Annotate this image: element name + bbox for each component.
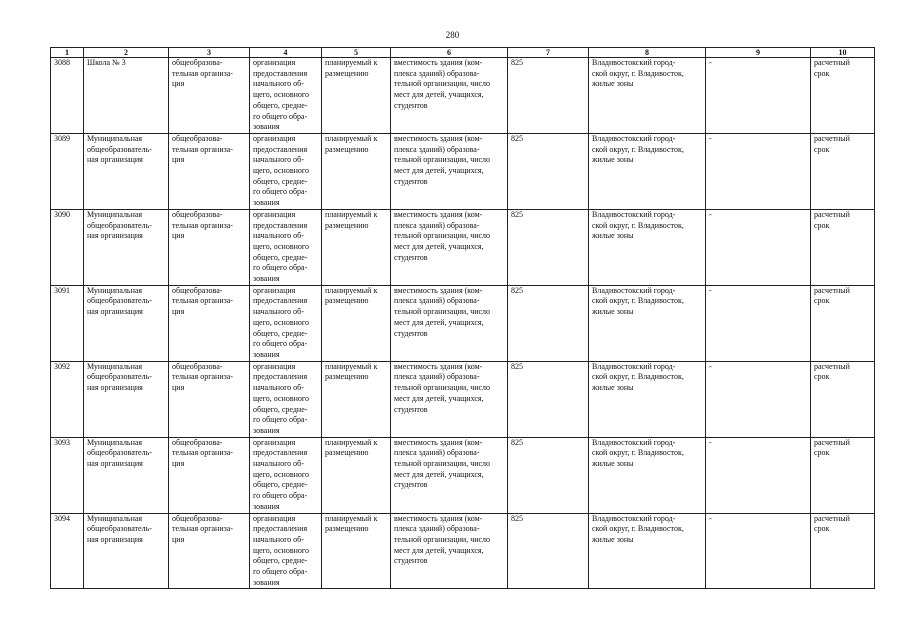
cell-line: щего, основного	[253, 393, 309, 403]
capacity-description-cell	[391, 58, 508, 134]
cell-line: щего, основного	[253, 90, 309, 100]
page-number: 280	[445, 30, 460, 40]
cell-line: мест для детей, учащихся,	[394, 545, 484, 555]
column-header: 7	[508, 48, 589, 58]
column-header: 4	[250, 48, 322, 58]
cell-line: расчетный	[814, 285, 850, 295]
cell-line: жилые зоны	[592, 231, 634, 241]
cell-line: планируемый к	[325, 513, 378, 523]
purpose-cell	[250, 437, 322, 513]
cell-line: тельная организа-	[172, 68, 233, 78]
cell-line: общеобразователь-	[87, 448, 152, 458]
status-cell	[322, 437, 391, 513]
cell-line: плекса зданий) образова-	[394, 220, 480, 230]
cell-line: тельная организа-	[172, 220, 233, 230]
capacity-cell	[508, 133, 589, 209]
cell-line: тельная организа-	[172, 372, 233, 382]
name-cell	[84, 209, 169, 285]
cell-line: Муниципальная	[87, 133, 143, 143]
name-cell	[84, 361, 169, 437]
cell-line: Муниципальная	[87, 209, 143, 219]
purpose-cell	[250, 209, 322, 285]
cell-line: ция	[172, 459, 185, 469]
cell-line: начального об-	[253, 79, 304, 89]
row-number-cell: 3089	[51, 133, 84, 209]
cell-line: щего, основного	[253, 241, 309, 251]
type-cell	[169, 58, 250, 134]
cell-line: мест для детей, учащихся,	[394, 317, 484, 327]
location-cell	[589, 437, 706, 513]
cell-line: размещению	[325, 68, 369, 78]
type-cell	[169, 133, 250, 209]
status-cell	[322, 58, 391, 134]
column-9-cell	[706, 133, 811, 209]
cell-line: общего, средне-	[253, 404, 308, 414]
cell-line: ция	[172, 79, 185, 89]
cell-line: ской округ, г. Владивосток,	[592, 372, 684, 382]
cell-line: общего, средне-	[253, 176, 308, 186]
cell-line: жилые зоны	[592, 459, 634, 469]
cell-line: общеобразователь-	[87, 372, 152, 382]
cell-line: общеобразователь-	[87, 144, 152, 154]
cell-line: го общего обра-	[253, 111, 308, 121]
cell-line: расчетный	[814, 209, 850, 219]
type-cell	[169, 285, 250, 361]
cell-line: Владивостокский город-	[592, 437, 676, 447]
column-header: 2	[84, 48, 169, 58]
cell-line: тельной организации, число	[394, 79, 491, 89]
cell-line: -	[709, 58, 712, 67]
row-number-cell: 3094	[51, 513, 84, 589]
cell-line: -	[709, 285, 712, 295]
cell-line: общеобразователь-	[87, 296, 152, 306]
cell-line: ской округ, г. Владивосток,	[592, 296, 684, 306]
cell-line: тельной организации, число	[394, 155, 491, 165]
cell-line: плекса зданий) образова-	[394, 68, 480, 78]
name-cell	[84, 285, 169, 361]
cell-line: ской округ, г. Владивосток,	[592, 448, 684, 458]
location-cell	[589, 513, 706, 589]
cell-line: мест для детей, учащихся,	[394, 166, 484, 176]
cell-line: Владивостокский город-	[592, 285, 676, 295]
cell-line: щего, основного	[253, 545, 309, 555]
cell-line: общеобразова-	[172, 285, 223, 295]
cell-line: студентов	[394, 480, 428, 490]
location-cell	[589, 285, 706, 361]
cell-line: тельной организации, число	[394, 307, 491, 317]
cell-line: начального об-	[253, 459, 304, 469]
purpose-cell	[250, 361, 322, 437]
cell-line: зования	[253, 425, 280, 435]
cell-line: ция	[172, 231, 185, 241]
cell-line: Муниципальная	[87, 285, 143, 295]
location-cell	[589, 209, 706, 285]
cell-line: плекса зданий) образова-	[394, 144, 480, 154]
cell-line: Владивостокский город-	[592, 133, 676, 143]
cell-line: го общего обра-	[253, 491, 308, 501]
cell-line: расчетный	[814, 437, 850, 447]
type-cell	[169, 513, 250, 589]
term-cell	[811, 58, 875, 134]
term-cell	[811, 133, 875, 209]
name-cell	[84, 437, 169, 513]
cell-line: организация	[253, 133, 296, 143]
cell-line: 825	[511, 58, 523, 67]
term-cell	[811, 285, 875, 361]
cell-line: начального об-	[253, 307, 304, 317]
cell-line: ской округ, г. Владивосток,	[592, 524, 684, 534]
cell-line: общеобразова-	[172, 361, 223, 371]
column-header: 5	[322, 48, 391, 58]
cell-line: планируемый к	[325, 209, 378, 219]
name-cell	[84, 513, 169, 589]
cell-line: предоставления	[253, 372, 308, 382]
cell-line: 825	[511, 513, 523, 523]
location-cell	[589, 361, 706, 437]
cell-line: планируемый к	[325, 58, 378, 67]
cell-line: срок	[814, 68, 830, 78]
row-number-cell: 3093	[51, 437, 84, 513]
cell-line: общеобразователь-	[87, 524, 152, 534]
cell-line: предоставления	[253, 448, 308, 458]
cell-line: студентов	[394, 176, 428, 186]
purpose-cell	[250, 285, 322, 361]
cell-line: зования	[253, 122, 280, 132]
location-cell	[589, 58, 706, 134]
term-cell	[811, 437, 875, 513]
cell-line: Владивостокский город-	[592, 361, 676, 371]
cell-line: щего, основного	[253, 166, 309, 176]
cell-line: студентов	[394, 328, 428, 338]
cell-line: ской округ, г. Владивосток,	[592, 220, 684, 230]
cell-line: вместимость здания (ком-	[394, 513, 483, 523]
status-cell	[322, 361, 391, 437]
cell-line: 825	[511, 361, 523, 371]
cell-line: тельной организации, число	[394, 459, 491, 469]
cell-line: начального об-	[253, 383, 304, 393]
cell-line: расчетный	[814, 513, 850, 523]
cell-line: планируемый к	[325, 437, 378, 447]
cell-line: организация	[253, 58, 296, 67]
table-row	[51, 437, 875, 513]
cell-line: тельной организации, число	[394, 231, 491, 241]
column-9-cell	[706, 209, 811, 285]
cell-line: ской округ, г. Владивосток,	[592, 144, 684, 154]
type-cell	[169, 361, 250, 437]
cell-line: 825	[511, 285, 523, 295]
cell-line: общего, средне-	[253, 480, 308, 490]
type-cell	[169, 209, 250, 285]
capacity-cell	[508, 437, 589, 513]
cell-line: Школа № 3	[87, 58, 126, 67]
cell-line: расчетный	[814, 58, 850, 67]
cell-line: Владивостокский город-	[592, 513, 676, 523]
cell-line: 825	[511, 133, 523, 143]
cell-line: планируемый к	[325, 361, 378, 371]
cell-line: тельной организации, число	[394, 383, 491, 393]
cell-line: начального об-	[253, 534, 304, 544]
cell-line: вместимость здания (ком-	[394, 133, 483, 143]
cell-line: размещению	[325, 220, 369, 230]
cell-line: вместимость здания (ком-	[394, 58, 483, 67]
column-9-cell	[706, 437, 811, 513]
cell-line: жилые зоны	[592, 383, 634, 393]
cell-line: общеобразова-	[172, 513, 223, 523]
row-number-cell: 3091	[51, 285, 84, 361]
cell-line: срок	[814, 524, 830, 534]
cell-line: зования	[253, 274, 280, 284]
cell-line: мест для детей, учащихся,	[394, 469, 484, 479]
cell-line: срок	[814, 372, 830, 382]
cell-line: зования	[253, 349, 280, 359]
table-row	[51, 361, 875, 437]
cell-line: общего, средне-	[253, 556, 308, 566]
cell-line: общеобразова-	[172, 437, 223, 447]
cell-line: общеобразова-	[172, 133, 223, 143]
name-cell	[84, 58, 169, 134]
cell-line: Муниципальная	[87, 361, 143, 371]
capacity-description-cell	[391, 437, 508, 513]
cell-line: Владивостокский город-	[592, 58, 676, 67]
cell-line: размещению	[325, 144, 369, 154]
cell-line: щего, основного	[253, 469, 309, 479]
purpose-cell	[250, 58, 322, 134]
cell-line: го общего обра-	[253, 567, 308, 577]
status-cell	[322, 133, 391, 209]
cell-line: ция	[172, 534, 185, 544]
capacity-cell	[508, 209, 589, 285]
cell-line: го общего обра-	[253, 263, 308, 273]
cell-line: организация	[253, 209, 296, 219]
column-9-cell	[706, 513, 811, 589]
cell-line: -	[709, 513, 712, 523]
table-row	[51, 285, 875, 361]
cell-line: Муниципальная	[87, 513, 143, 523]
capacity-cell	[508, 58, 589, 134]
cell-line: начального об-	[253, 231, 304, 241]
cell-line: размещению	[325, 448, 369, 458]
cell-line: плекса зданий) образова-	[394, 372, 480, 382]
term-cell	[811, 513, 875, 589]
cell-line: Владивостокский город-	[592, 209, 676, 219]
term-cell	[811, 209, 875, 285]
capacity-description-cell	[391, 285, 508, 361]
cell-line: зования	[253, 501, 280, 511]
cell-line: срок	[814, 220, 830, 230]
cell-line: организация	[253, 361, 296, 371]
cell-line: вместимость здания (ком-	[394, 361, 483, 371]
cell-line: общего, средне-	[253, 100, 308, 110]
cell-line: жилые зоны	[592, 155, 634, 165]
cell-line: планируемый к	[325, 133, 378, 143]
type-cell	[169, 437, 250, 513]
cell-line: расчетный	[814, 133, 850, 143]
cell-line: го общего обра-	[253, 415, 308, 425]
column-9-cell	[706, 361, 811, 437]
column-9-cell	[706, 285, 811, 361]
cell-line: организация	[253, 285, 296, 295]
cell-line: предоставления	[253, 524, 308, 534]
cell-line: 825	[511, 209, 523, 219]
cell-line: ция	[172, 155, 185, 165]
table-row	[51, 58, 875, 134]
status-cell	[322, 209, 391, 285]
purpose-cell	[250, 513, 322, 589]
capacity-description-cell	[391, 133, 508, 209]
status-cell	[322, 513, 391, 589]
column-header: 9	[706, 48, 811, 58]
cell-line: жилые зоны	[592, 307, 634, 317]
cell-line: щего, основного	[253, 317, 309, 327]
cell-line: студентов	[394, 252, 428, 262]
cell-line: общеобразователь-	[87, 220, 152, 230]
cell-line: мест для детей, учащихся,	[394, 90, 484, 100]
cell-line: вместимость здания (ком-	[394, 437, 483, 447]
cell-line: организация	[253, 437, 296, 447]
capacity-description-cell	[391, 209, 508, 285]
cell-line: ная организация	[87, 231, 143, 241]
capacity-cell	[508, 361, 589, 437]
cell-line: предоставления	[253, 68, 308, 78]
cell-line: 825	[511, 437, 523, 447]
column-9-cell	[706, 58, 811, 134]
cell-line: го общего обра-	[253, 339, 308, 349]
cell-line: тельной организации, число	[394, 534, 491, 544]
cell-line: ная организация	[87, 534, 143, 544]
column-header: 3	[169, 48, 250, 58]
cell-line: размещению	[325, 524, 369, 534]
cell-line: студентов	[394, 100, 428, 110]
cell-line: мест для детей, учащихся,	[394, 241, 484, 251]
cell-line: вместимость здания (ком-	[394, 285, 483, 295]
cell-line: зования	[253, 577, 280, 587]
cell-line: студентов	[394, 404, 428, 414]
cell-line: срок	[814, 144, 830, 154]
table-row	[51, 133, 875, 209]
cell-line: тельная организа-	[172, 524, 233, 534]
cell-line: срок	[814, 448, 830, 458]
cell-line: студентов	[394, 556, 428, 566]
cell-line: ная организация	[87, 383, 143, 393]
cell-line: плекса зданий) образова-	[394, 448, 480, 458]
cell-line: ция	[172, 383, 185, 393]
cell-line: зования	[253, 198, 280, 208]
row-number-cell: 3092	[51, 361, 84, 437]
status-cell	[322, 285, 391, 361]
column-header: 8	[589, 48, 706, 58]
cell-line: тельная организа-	[172, 296, 233, 306]
cell-line: общеобразова-	[172, 58, 223, 67]
cell-line: вместимость здания (ком-	[394, 209, 483, 219]
cell-line: общеобразова-	[172, 209, 223, 219]
cell-line: -	[709, 361, 712, 371]
cell-line: -	[709, 133, 712, 143]
cell-line: размещению	[325, 296, 369, 306]
cell-line: организация	[253, 513, 296, 523]
table-body	[51, 58, 875, 589]
cell-line: плекса зданий) образова-	[394, 296, 480, 306]
column-header: 10	[811, 48, 875, 58]
name-cell	[84, 133, 169, 209]
cell-line: начального об-	[253, 155, 304, 165]
cell-line: -	[709, 209, 712, 219]
table-row	[51, 513, 875, 589]
cell-line: предоставления	[253, 220, 308, 230]
cell-line: ция	[172, 307, 185, 317]
column-header: 1	[51, 48, 84, 58]
cell-line: ная организация	[87, 155, 143, 165]
cell-line: тельная организа-	[172, 144, 233, 154]
capacity-description-cell	[391, 513, 508, 589]
cell-line: жилые зоны	[592, 534, 634, 544]
cell-line: предоставления	[253, 144, 308, 154]
cell-line: предоставления	[253, 296, 308, 306]
cell-line: размещению	[325, 372, 369, 382]
register-table	[50, 47, 875, 589]
cell-line: Муниципальная	[87, 437, 143, 447]
cell-line: общего, средне-	[253, 252, 308, 262]
cell-line: ской округ, г. Владивосток,	[592, 68, 684, 78]
cell-line: срок	[814, 296, 830, 306]
location-cell	[589, 133, 706, 209]
cell-line: го общего обра-	[253, 187, 308, 197]
capacity-cell	[508, 285, 589, 361]
cell-line: расчетный	[814, 361, 850, 371]
cell-line: плекса зданий) образова-	[394, 524, 480, 534]
row-number-cell: 3090	[51, 209, 84, 285]
cell-line: мест для детей, учащихся,	[394, 393, 484, 403]
column-header: 6	[391, 48, 508, 58]
header-row	[51, 48, 875, 58]
cell-line: ная организация	[87, 459, 143, 469]
cell-line: жилые зоны	[592, 79, 634, 89]
cell-line: ная организация	[87, 307, 143, 317]
capacity-description-cell	[391, 361, 508, 437]
capacity-cell	[508, 513, 589, 589]
purpose-cell	[250, 133, 322, 209]
table-row	[51, 209, 875, 285]
row-number-cell: 3088	[51, 58, 84, 134]
cell-line: общего, средне-	[253, 328, 308, 338]
term-cell	[811, 361, 875, 437]
cell-line: тельная организа-	[172, 448, 233, 458]
cell-line: планируемый к	[325, 285, 378, 295]
cell-line: -	[709, 437, 712, 447]
